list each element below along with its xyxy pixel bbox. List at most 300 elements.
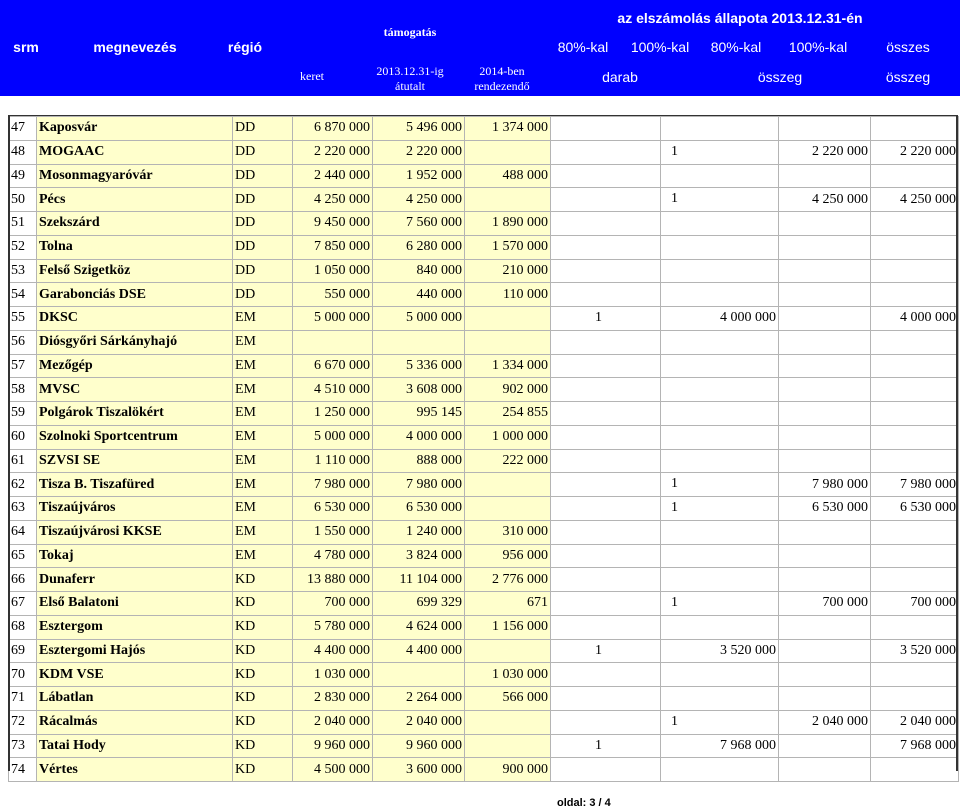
cell-name: Szolnoki Sportcentrum: [37, 425, 233, 449]
cell-name: Tiszaújvárosi KKSE: [37, 520, 233, 544]
cell-osszeg-100: [779, 758, 871, 782]
cell-osszes: [871, 402, 959, 426]
cell-osszeg-80: [661, 615, 779, 639]
header-darab: darab: [602, 69, 638, 85]
cell-osszeg-80: [661, 188, 779, 212]
cell-keret: 9 450 000: [293, 212, 373, 236]
cell-osszeg-100: [779, 307, 871, 331]
table-row: [9, 568, 959, 592]
cell-keret: 4 780 000: [293, 544, 373, 568]
header-atutalt-2: átutalt: [395, 79, 425, 93]
cell-osszes: [871, 758, 959, 782]
cell-keret: 5 000 000: [293, 307, 373, 331]
cell-darab-100-value: 1: [671, 595, 678, 610]
cell-osszeg-80: [661, 449, 779, 473]
cell-srm: 50: [9, 188, 37, 212]
cell-osszeg-80: [661, 378, 779, 402]
cell-name: Tolna: [37, 235, 233, 259]
cell-region: KD: [233, 663, 293, 687]
cell-srm: 72: [9, 710, 37, 734]
header-osszeg-1: összeg: [757, 69, 803, 85]
cell-name: Tiszaújváros: [37, 497, 233, 521]
cell-region: DD: [233, 212, 293, 236]
cell-osszeg-80: 3 520 000: [661, 639, 779, 663]
cell-region: EM: [233, 425, 293, 449]
table-row: [9, 734, 959, 758]
header-rendezendo-1: 2014-ben: [479, 64, 525, 78]
cell-rendezendo: 956 000: [465, 544, 551, 568]
table-row: [9, 402, 959, 426]
cell-osszeg-80: [661, 473, 779, 497]
cell-osszeg-100: [779, 687, 871, 711]
cell-name: Rácalmás: [37, 710, 233, 734]
cell-rendezendo: 222 000: [465, 449, 551, 473]
cell-darab-100-value: 1: [671, 713, 678, 729]
cell-name: Felső Szigetköz: [37, 259, 233, 283]
table-row: [9, 307, 959, 331]
table-row: [9, 710, 959, 734]
cell-atutalt: 6 530 000: [373, 497, 465, 521]
cell-darab-80: [551, 117, 661, 141]
cell-osszeg-100: [779, 354, 871, 378]
cell-osszeg-80: [661, 283, 779, 307]
cell-region: EM: [233, 378, 293, 402]
cell-region: EM: [233, 354, 293, 378]
cell-name: Vértes: [37, 758, 233, 782]
cell-osszeg-80: [661, 140, 779, 164]
table-row: [9, 663, 959, 687]
cell-region: EM: [233, 330, 293, 354]
cell-srm: 74: [9, 758, 37, 782]
header-100-kal-darab: 100%-kal: [630, 39, 690, 55]
header-80-kal-osszeg: 80%-kal: [710, 39, 762, 55]
table-row: [9, 449, 959, 473]
cell-srm: 51: [9, 212, 37, 236]
cell-region: KD: [233, 639, 293, 663]
cell-darab-80: [551, 734, 661, 758]
cell-darab-80: [551, 164, 661, 188]
cell-name: DKSC: [37, 307, 233, 331]
cell-keret: 13 880 000: [293, 568, 373, 592]
cell-rendezendo: [465, 140, 551, 164]
cell-osszes: 7 980 000: [871, 473, 959, 497]
header-80-kal-darab: 80%-kal: [557, 39, 609, 55]
data-table: [8, 116, 959, 782]
cell-osszeg-100: [779, 615, 871, 639]
cell-rendezendo: [465, 307, 551, 331]
cell-osszeg-80: [661, 354, 779, 378]
cell-rendezendo: 1 890 000: [465, 212, 551, 236]
table-row: [9, 544, 959, 568]
cell-osszeg-80: [661, 520, 779, 544]
table-row: [9, 758, 959, 782]
cell-atutalt: 7 560 000: [373, 212, 465, 236]
cell-osszeg-100: [779, 568, 871, 592]
cell-osszes: 7 968 000: [871, 734, 959, 758]
cell-atutalt: 2 220 000: [373, 140, 465, 164]
cell-name: MVSC: [37, 378, 233, 402]
cell-atutalt: 699 329: [373, 592, 465, 616]
cell-darab-80: [551, 307, 661, 331]
cell-osszes: 700 000: [871, 592, 959, 616]
cell-osszes: [871, 117, 959, 141]
table-right-border: [956, 116, 958, 771]
cell-keret: 2 830 000: [293, 687, 373, 711]
cell-name: Tatai Hody: [37, 734, 233, 758]
cell-osszeg-100: [779, 449, 871, 473]
cell-darab-80: [551, 188, 678, 212]
header-keret: keret: [300, 69, 324, 83]
cell-darab-80-value: 1: [595, 310, 602, 325]
header-tamogatas: támogatás: [383, 25, 437, 39]
table-row: [9, 188, 959, 212]
cell-atutalt: 840 000: [373, 259, 465, 283]
cell-keret: 7 980 000: [293, 473, 373, 497]
cell-name: Diósgyőri Sárkányhajó: [37, 330, 233, 354]
cell-name: Pécs: [37, 188, 233, 212]
table-row: [9, 235, 959, 259]
cell-srm: 47: [9, 117, 37, 141]
cell-region: KD: [233, 568, 293, 592]
cell-srm: 71: [9, 687, 37, 711]
header-osszeg-2: összeg: [885, 69, 931, 85]
cell-atutalt: 6 280 000: [373, 235, 465, 259]
cell-region: KD: [233, 734, 293, 758]
cell-rendezendo: [465, 639, 551, 663]
cell-keret: 4 500 000: [293, 758, 373, 782]
cell-darab-80: [551, 449, 661, 473]
cell-atutalt: 3 824 000: [373, 544, 465, 568]
cell-rendezendo: 210 000: [465, 259, 551, 283]
cell-srm: 68: [9, 615, 37, 639]
cell-rendezendo: 566 000: [465, 687, 551, 711]
cell-darab-80: [551, 354, 661, 378]
cell-osszes: 2 040 000: [871, 710, 959, 734]
cell-osszeg-80: [661, 497, 779, 521]
cell-rendezendo: 1 030 000: [465, 663, 551, 687]
cell-srm: 59: [9, 402, 37, 426]
cell-keret: 5 780 000: [293, 615, 373, 639]
cell-keret: 550 000: [293, 283, 373, 307]
cell-osszeg-80: [661, 425, 779, 449]
cell-osszeg-80: 7 968 000: [661, 734, 779, 758]
cell-name: MOGAAC: [37, 140, 233, 164]
cell-osszeg-80: [661, 544, 779, 568]
cell-darab-80: [551, 615, 661, 639]
cell-name: Szekszárd: [37, 212, 233, 236]
cell-region: EM: [233, 402, 293, 426]
cell-osszes: [871, 354, 959, 378]
cell-osszeg-80: [661, 663, 779, 687]
cell-osszeg-100: [779, 639, 871, 663]
cell-srm: 65: [9, 544, 37, 568]
cell-osszeg-100: 700 000: [779, 592, 871, 616]
cell-osszeg-80: [661, 687, 779, 711]
cell-darab-80: [551, 520, 661, 544]
cell-osszeg-80: [661, 212, 779, 236]
cell-darab-80: [551, 402, 661, 426]
cell-atutalt: 5 336 000: [373, 354, 465, 378]
cell-darab-80: [551, 378, 661, 402]
cell-osszeg-100: [779, 117, 871, 141]
cell-srm: 58: [9, 378, 37, 402]
cell-rendezendo: 254 855: [465, 402, 551, 426]
cell-osszeg-80: [661, 592, 779, 616]
cell-region: EM: [233, 449, 293, 473]
header-atutalt-1: 2013.12.31-ig: [376, 64, 444, 78]
cell-srm: 48: [9, 140, 37, 164]
cell-rendezendo: [465, 330, 551, 354]
table-row: [9, 283, 959, 307]
cell-srm: 62: [9, 473, 37, 497]
cell-srm: 49: [9, 164, 37, 188]
header-regio: régió: [227, 39, 263, 55]
cell-region: EM: [233, 544, 293, 568]
cell-srm: 53: [9, 259, 37, 283]
cell-srm: 64: [9, 520, 37, 544]
cell-keret: 1 030 000: [293, 663, 373, 687]
cell-srm: 57: [9, 354, 37, 378]
table-row: [9, 520, 959, 544]
cell-keret: 1 250 000: [293, 402, 373, 426]
cell-rendezendo: 310 000: [465, 520, 551, 544]
cell-darab-100-value: 1: [671, 500, 678, 515]
table-row: [9, 259, 959, 283]
cell-osszeg-100: 7 980 000: [779, 473, 871, 497]
cell-name: Garabonciás DSE: [37, 283, 233, 307]
cell-keret: 6 870 000: [293, 117, 373, 141]
cell-name: Tokaj: [37, 544, 233, 568]
cell-srm: 73: [9, 734, 37, 758]
cell-rendezendo: [465, 710, 551, 734]
cell-darab-100-value: 1: [671, 191, 678, 207]
cell-osszeg-100: 2 040 000: [779, 710, 871, 734]
cell-osszeg-100: [779, 330, 871, 354]
cell-keret: 7 850 000: [293, 235, 373, 259]
cell-region: DD: [233, 140, 293, 164]
cell-osszes: [871, 378, 959, 402]
cell-atutalt: 3 600 000: [373, 758, 465, 782]
cell-region: EM: [233, 307, 293, 331]
cell-osszeg-100: [779, 378, 871, 402]
cell-region: KD: [233, 615, 293, 639]
cell-osszeg-100: [779, 212, 871, 236]
cell-osszeg-80: [661, 259, 779, 283]
cell-region: DD: [233, 235, 293, 259]
cell-srm: 56: [9, 330, 37, 354]
cell-darab-80: [551, 592, 678, 616]
table-row: [9, 140, 959, 164]
cell-atutalt: 3 608 000: [373, 378, 465, 402]
cell-rendezendo: 1 374 000: [465, 117, 551, 141]
cell-darab-80: [551, 425, 661, 449]
cell-atutalt: [373, 663, 465, 687]
cell-keret: 1 550 000: [293, 520, 373, 544]
cell-name: Polgárok Tiszalökért: [37, 402, 233, 426]
cell-osszeg-80: [661, 568, 779, 592]
cell-region: KD: [233, 710, 293, 734]
cell-osszes: 3 520 000: [871, 639, 959, 663]
cell-osszeg-80: 4 000 000: [661, 307, 779, 331]
header-srm: srm: [13, 39, 39, 55]
cell-rendezendo: 2 776 000: [465, 568, 551, 592]
cell-darab-80: [551, 330, 661, 354]
cell-osszeg-80: [661, 117, 779, 141]
cell-darab-80: [551, 758, 661, 782]
table-row: [9, 687, 959, 711]
cell-name: Kaposvár: [37, 117, 233, 141]
cell-srm: 61: [9, 449, 37, 473]
table-row: [9, 639, 959, 663]
cell-rendezendo: [465, 734, 551, 758]
cell-keret: 6 530 000: [293, 497, 373, 521]
cell-rendezendo: 1 570 000: [465, 235, 551, 259]
table-row: [9, 330, 959, 354]
cell-osszes: [871, 663, 959, 687]
table-row: [9, 615, 959, 639]
cell-name: Mosonmagyaróvár: [37, 164, 233, 188]
cell-darab-80-value: 1: [595, 737, 602, 753]
table-row: [9, 592, 959, 616]
cell-rendezendo: [465, 497, 551, 521]
table-row: [9, 497, 959, 521]
cell-osszeg-100: [779, 402, 871, 426]
table-row: [9, 164, 959, 188]
page-number: oldal: 3 / 4: [557, 797, 611, 809]
cell-darab-80-value: 1: [595, 642, 602, 658]
cell-darab-80: [551, 497, 678, 521]
cell-rendezendo: 900 000: [465, 758, 551, 782]
cell-osszes: [871, 283, 959, 307]
cell-osszes: [871, 212, 959, 236]
cell-osszes: [871, 164, 959, 188]
cell-osszes: 4 250 000: [871, 188, 959, 212]
cell-osszeg-100: 2 220 000: [779, 140, 871, 164]
cell-osszeg-100: [779, 259, 871, 283]
header-osszes: összes: [886, 39, 930, 55]
cell-atutalt: 4 250 000: [373, 188, 465, 212]
cell-osszeg-80: [661, 758, 779, 782]
cell-srm: 67: [9, 592, 37, 616]
cell-atutalt: 7 980 000: [373, 473, 465, 497]
cell-srm: 54: [9, 283, 37, 307]
cell-region: DD: [233, 164, 293, 188]
cell-name: Esztergomi Hajós: [37, 639, 233, 663]
cell-keret: 1 110 000: [293, 449, 373, 473]
cell-keret: [293, 330, 373, 354]
cell-keret: 1 050 000: [293, 259, 373, 283]
cell-keret: 2 040 000: [293, 710, 373, 734]
cell-osszes: [871, 330, 959, 354]
cell-osszeg-80: [661, 235, 779, 259]
cell-keret: 700 000: [293, 592, 373, 616]
cell-darab-80: [551, 663, 661, 687]
cell-region: DD: [233, 259, 293, 283]
cell-darab-80: [551, 687, 661, 711]
cell-region: EM: [233, 473, 293, 497]
cell-darab-80: [551, 235, 661, 259]
cell-region: DD: [233, 283, 293, 307]
cell-atutalt: 11 104 000: [373, 568, 465, 592]
cell-osszeg-100: [779, 425, 871, 449]
cell-keret: 2 440 000: [293, 164, 373, 188]
cell-region: EM: [233, 497, 293, 521]
cell-darab-80: [551, 639, 661, 663]
cell-srm: 55: [9, 307, 37, 331]
header-rendezendo-2: rendezendő: [474, 79, 530, 93]
cell-osszes: 6 530 000: [871, 497, 959, 521]
cell-keret: 2 220 000: [293, 140, 373, 164]
cell-osszes: [871, 425, 959, 449]
cell-darab-80: [551, 544, 661, 568]
cell-region: EM: [233, 520, 293, 544]
cell-osszes: [871, 615, 959, 639]
cell-osszeg-100: [779, 164, 871, 188]
cell-darab-80: [551, 140, 678, 164]
cell-rendezendo: 671: [465, 592, 551, 616]
cell-atutalt: [373, 330, 465, 354]
cell-region: DD: [233, 117, 293, 141]
cell-darab-80: [551, 473, 678, 497]
cell-name: Dunaferr: [37, 568, 233, 592]
cell-osszeg-100: 4 250 000: [779, 188, 871, 212]
cell-srm: 66: [9, 568, 37, 592]
cell-osszes: [871, 568, 959, 592]
header-elszamolas-title: az elszámolás állapota 2013.12.31-én: [617, 10, 863, 26]
cell-atutalt: 888 000: [373, 449, 465, 473]
cell-osszeg-80: [661, 164, 779, 188]
cell-name: KDM VSE: [37, 663, 233, 687]
cell-keret: 5 000 000: [293, 425, 373, 449]
cell-atutalt: 1 952 000: [373, 164, 465, 188]
cell-srm: 69: [9, 639, 37, 663]
cell-darab-80: [551, 283, 661, 307]
header-100-kal-osszeg: 100%-kal: [788, 39, 848, 55]
table-row: [9, 378, 959, 402]
cell-osszes: 4 000 000: [871, 307, 959, 331]
cell-keret: 9 960 000: [293, 734, 373, 758]
table-row: [9, 425, 959, 449]
cell-osszeg-100: [779, 520, 871, 544]
cell-atutalt: 4 400 000: [373, 639, 465, 663]
cell-darab-80: [551, 710, 678, 734]
cell-atutalt: 5 496 000: [373, 117, 465, 141]
cell-osszeg-100: [779, 283, 871, 307]
table-left-border: [8, 116, 10, 771]
cell-darab-80: [551, 259, 661, 283]
cell-rendezendo: 1 000 000: [465, 425, 551, 449]
cell-rendezendo: [465, 188, 551, 212]
cell-keret: 4 250 000: [293, 188, 373, 212]
cell-osszes: [871, 259, 959, 283]
cell-region: KD: [233, 758, 293, 782]
cell-srm: 52: [9, 235, 37, 259]
cell-osszeg-80: [661, 330, 779, 354]
cell-osszes: [871, 449, 959, 473]
cell-name: Mezőgép: [37, 354, 233, 378]
cell-osszes: 2 220 000: [871, 140, 959, 164]
cell-osszes: [871, 520, 959, 544]
cell-region: DD: [233, 188, 293, 212]
cell-osszeg-100: [779, 235, 871, 259]
cell-rendezendo: 902 000: [465, 378, 551, 402]
cell-atutalt: 5 000 000: [373, 307, 465, 331]
cell-atutalt: 1 240 000: [373, 520, 465, 544]
cell-name: Tisza B. Tiszafüred: [37, 473, 233, 497]
table-row: [9, 473, 959, 497]
cell-name: Lábatlan: [37, 687, 233, 711]
cell-srm: 70: [9, 663, 37, 687]
